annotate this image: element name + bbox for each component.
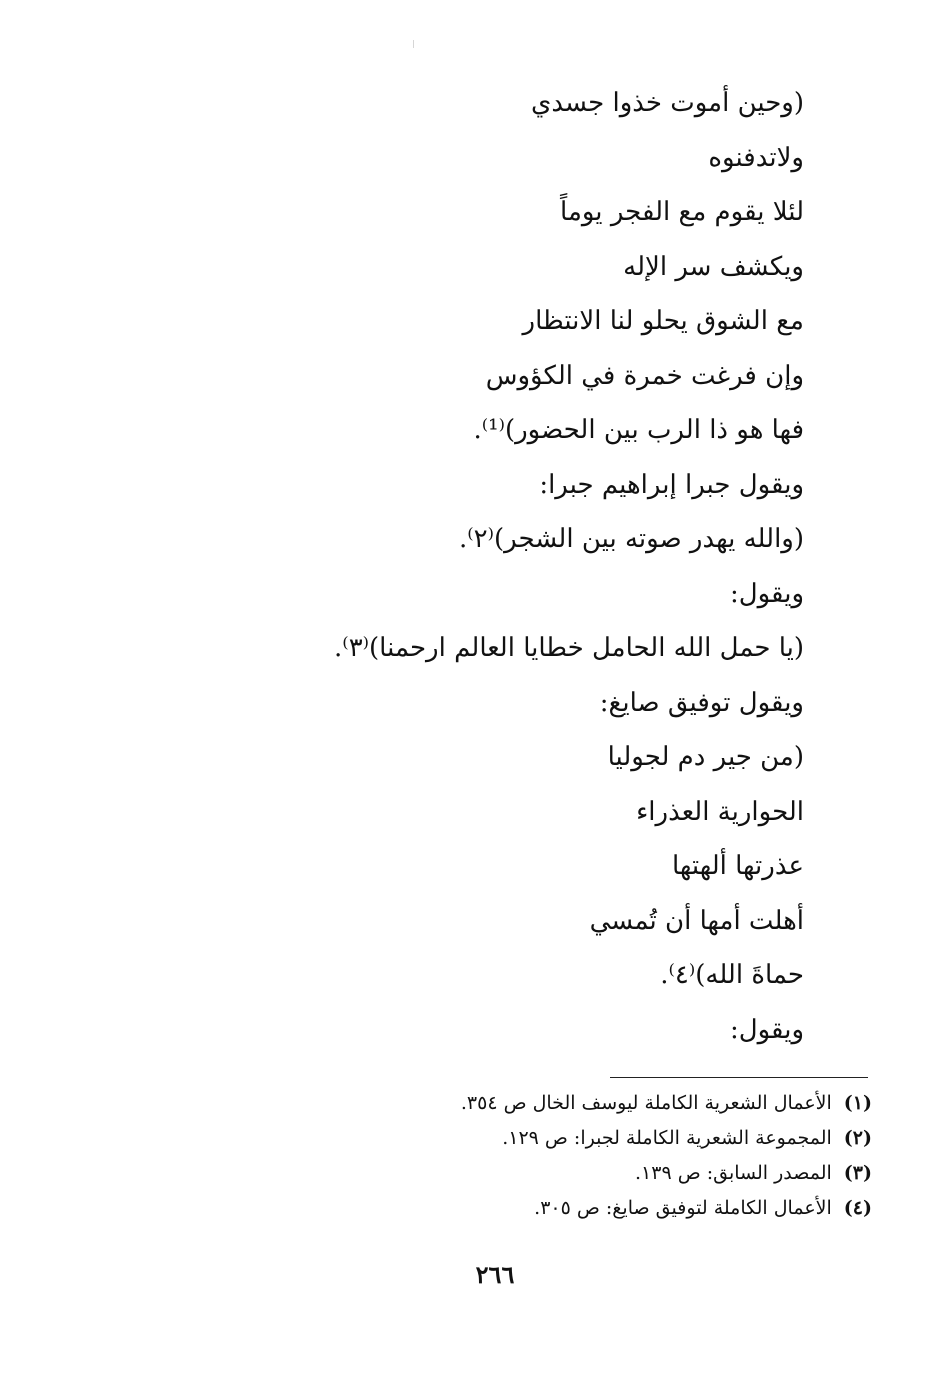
footnote-number: (٢) [843, 1127, 872, 1149]
poem-line: (والله يهدر صوته بين الشجر)⁽٢⁾. [458, 524, 804, 554]
poem-line: ويقول: [729, 1014, 804, 1045]
poem-line: ويكشف سر الإله [623, 251, 804, 282]
footnote-text: الأعمال الكاملة لتوفيق صايغ: ص ٣٠٥. [534, 1197, 832, 1219]
poem-line: مع الشوق يحلو لنا الانتظار [522, 306, 804, 336]
poem-line: ويقول: [729, 578, 804, 609]
poem-line: ولاتدفنوه [708, 142, 804, 173]
footnote-text: الأعمال الشعرية الكاملة ليوسف الخال ص ٣٥٤. [460, 1092, 832, 1114]
poem-line: (يا حمل الله الحامل خطايا العالم ارحمنا)⁽٣⁾. [334, 633, 804, 663]
poem-line: حماةَ الله)⁽٤⁾. [660, 960, 804, 990]
footnote-item [312, 1121, 872, 1156]
poem-body [184, 76, 804, 1057]
poem-line: لئلا يقوم مع الفجر يوماً [560, 197, 804, 227]
footnote-number: (٤) [843, 1197, 872, 1219]
poem-line: ويقول جبرا إبراهيم جبرا: [539, 469, 804, 500]
poem-line: (وحين أموت خذوا جسدي [530, 88, 804, 118]
footnote-text: المصدر السابق: ص ١٣٩. [635, 1162, 832, 1184]
poem-line: وإن فرغت خمرة في الكؤوس [485, 360, 804, 391]
footnote-number: (٣) [843, 1162, 872, 1184]
footnote-item [312, 1191, 872, 1226]
poem-line: ويقول توفيق صايغ: [599, 687, 804, 718]
footnote-item [312, 1156, 872, 1191]
poem-line: أهلت أمها أن تُمسي [589, 905, 804, 936]
footnotes-list [312, 1086, 872, 1226]
poem-line: الحوارية العذراء [636, 796, 804, 827]
poem-line: فها هو ذا الرب بين الحضور)⁽¹⁾. [473, 415, 804, 445]
footnote-number: (١) [843, 1092, 872, 1114]
footnote-item [312, 1086, 872, 1121]
scan-speck [413, 40, 414, 48]
footnote-text: المجموعة الشعرية الكاملة لجبرا: ص ١٢٩. [502, 1127, 832, 1149]
footnote-divider [610, 1077, 868, 1078]
page-number: ٢٦٦ [475, 1260, 515, 1289]
poem-line: عذرتها ألهتها [671, 851, 804, 881]
poem-line: (من جير دم لجوليا [607, 742, 804, 772]
